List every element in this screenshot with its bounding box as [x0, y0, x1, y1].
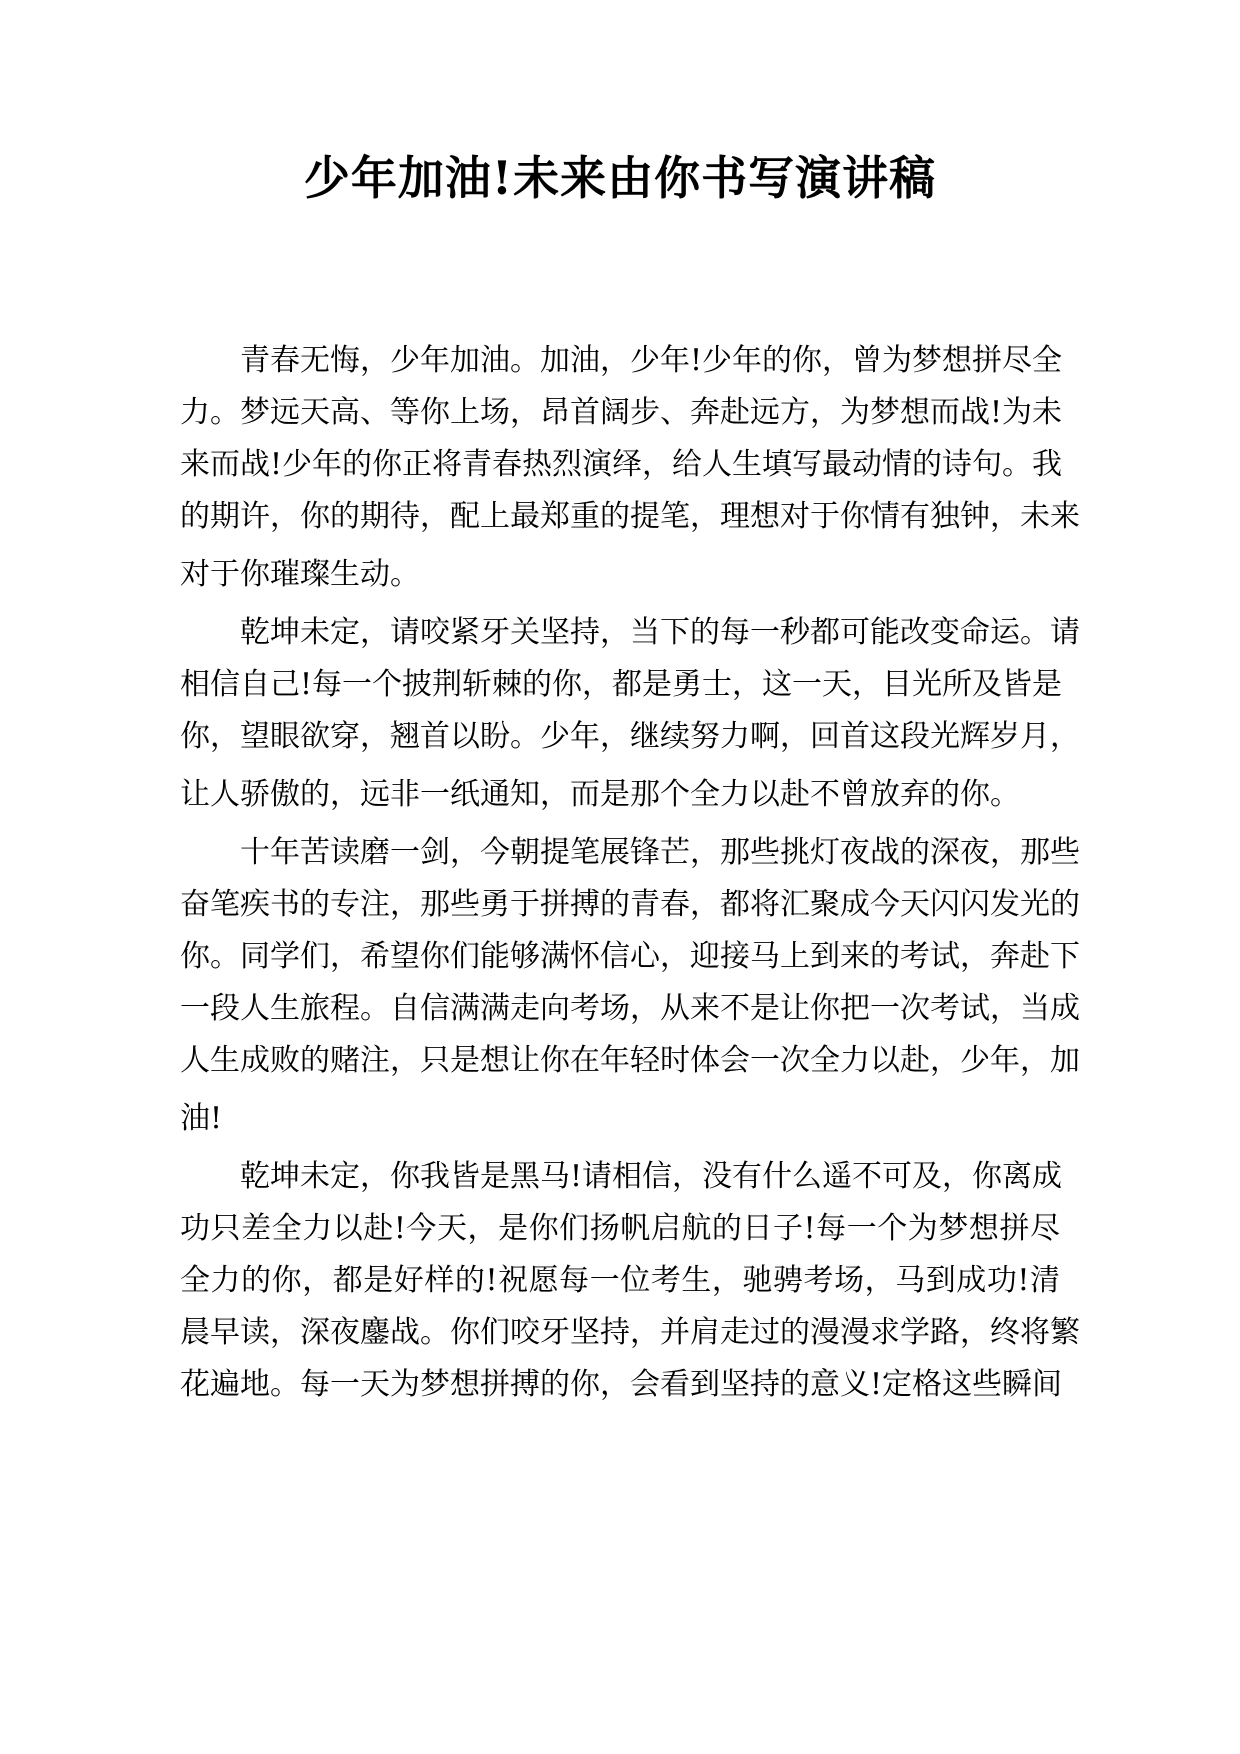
paragraph-2 [180, 607, 1080, 827]
paragraph-line: 功只差全力以赴!今天，是你们扬帆启航的日子!每一个为梦想拼尽 [180, 1211, 1060, 1246]
paragraph-line: 的期许，你的期待，配上最郑重的提笔，理想对于你情有独钟，未来 [180, 499, 1080, 534]
paragraph-3 [180, 827, 1080, 1151]
paragraph-line: 乾坤未定，你我皆是黑马!请相信，没有什么遥不可及，你离成 [240, 1159, 1063, 1194]
paragraph-line: 油! [180, 1101, 223, 1136]
paragraph-line: 乾坤未定，请咬紧牙关坚持，当下的每一秒都可能改变命运。请 [240, 615, 1080, 650]
paragraph-line: 全力的你，都是好样的!祝愿每一位考生，驰骋考场，马到成功!清 [180, 1263, 1060, 1298]
paragraph-line: 你。同学们，希望你们能够满怀信心，迎接马上到来的考试，奔赴下 [180, 939, 1080, 974]
document-body [180, 335, 1080, 1411]
paragraph-line: 花遍地。每一天为梦想拼搏的你，会看到坚持的意义!定格这些瞬间 [180, 1367, 1063, 1402]
document-title: 少年加油!未来由你书写演讲稿 [303, 151, 937, 205]
paragraph-line: 十年苦读磨一剑，今朝提笔展锋芒，那些挑灯夜战的深夜，那些 [240, 835, 1080, 870]
paragraph-1 [180, 335, 1080, 607]
paragraph-line: 一段人生旅程。自信满满走向考场，从来不是让你把一次考试，当成 [180, 991, 1080, 1026]
paragraph-line: 奋笔疾书的专注，那些勇于拼搏的青春，都将汇聚成今天闪闪发光的 [180, 887, 1080, 922]
paragraph-line: 晨早读，深夜鏖战。你们咬牙坚持，并肩走过的漫漫求学路，终将繁 [180, 1315, 1080, 1350]
paragraph-line: 人生成败的赌注，只是想让你在年轻时体会一次全力以赴，少年，加 [180, 1043, 1080, 1078]
paragraph-line: 相信自己!每一个披荆斩棘的你，都是勇士，这一天，目光所及皆是 [180, 667, 1063, 702]
paragraph-line: 来而战!少年的你正将青春热烈演绎，给人生填写最动情的诗句。我 [180, 447, 1063, 482]
paragraph-line: 让人骄傲的，远非一纸通知，而是那个全力以赴不曾放弃的你。 [180, 777, 1020, 812]
paragraph-line: 你，望眼欲穿，翘首以盼。少年，继续努力啊，回首这段光辉岁月， [180, 719, 1080, 754]
paragraph-line: 青春无悔，少年加油。加油，少年!少年的你，曾为梦想拼尽全 [240, 343, 1063, 378]
paragraph-line: 力。梦远天高、等你上场，昂首阔步、奔赴远方，为梦想而战!为未 [180, 395, 1063, 430]
paragraph-line: 对于你璀璨生动。 [180, 557, 420, 592]
paragraph-4 [180, 1151, 1080, 1411]
